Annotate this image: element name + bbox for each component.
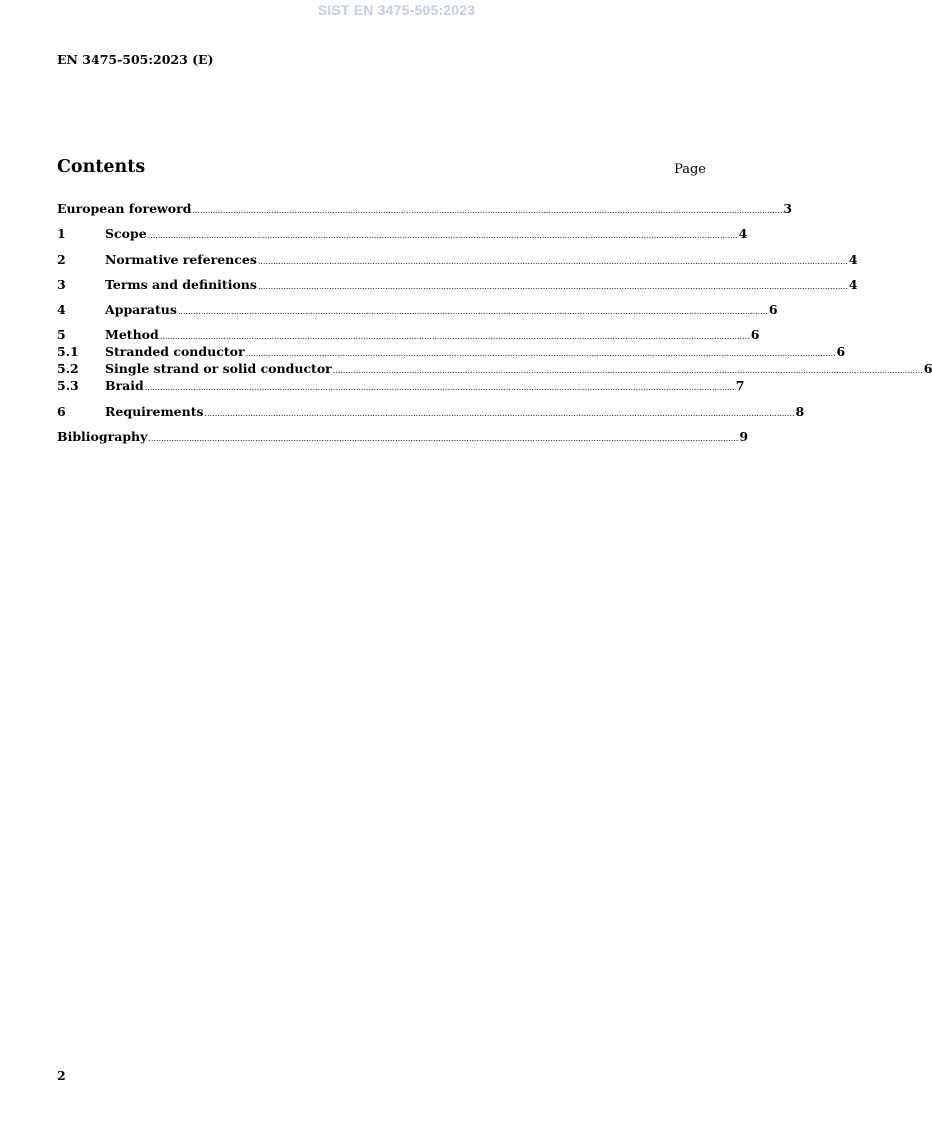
toc-leader-dots: ........................................................................................................................................................................................................................................ — [147, 231, 738, 240]
toc-entry-scope[interactable] — [57, 225, 748, 242]
toc-entry-method[interactable] — [57, 326, 760, 343]
toc-entry-number: 2 — [57, 252, 66, 267]
contents-heading: Contents — [57, 157, 146, 177]
toc-leader-dots: ........................................................................................................................................................................................................................................ — [159, 332, 750, 341]
toc-entry-european-foreword[interactable] — [57, 200, 793, 217]
toc-leader-dots: ........................................................................................................................................................................................................................................ — [144, 383, 735, 392]
toc-entry-page: 3 — [783, 201, 793, 216]
toc-entry-normative-references[interactable] — [57, 251, 858, 268]
toc-leader-dots: ........................................................................................................................................................................................................................................ — [177, 307, 768, 316]
toc-entry-apparatus[interactable] — [57, 301, 778, 318]
toc-entry-single-strand-or-solid-conductor[interactable] — [57, 360, 932, 377]
toc-leader-dots: ........................................................................................................................................................................................................................................ — [148, 434, 739, 443]
toc-entry-page: 4 — [848, 277, 858, 292]
toc-entry-page: 6 — [923, 361, 932, 376]
toc-leader-dots: ........................................................................................................................................................................................................................................ — [257, 282, 848, 291]
toc-entry-title: Stranded conductor — [105, 344, 245, 359]
toc-entry-title: Apparatus — [105, 302, 177, 317]
toc-leader-dots: ........................................................................................................................................................................................................................................ — [245, 349, 836, 358]
toc-entry-title: Bibliography — [57, 429, 148, 444]
toc-entry-title: Method — [105, 327, 159, 342]
toc-entry-page: 8 — [795, 404, 805, 419]
toc-entry-bibliography[interactable] — [57, 428, 749, 445]
toc-entry-page: 4 — [738, 226, 748, 241]
toc-entry-number: 5 — [57, 327, 66, 342]
toc-entry-number: 5.2 — [57, 361, 79, 376]
toc-entry-number: 5.1 — [57, 344, 79, 359]
toc-entry-number: 6 — [57, 404, 66, 419]
footer-page-number: 2 — [57, 1068, 66, 1083]
toc-entry-number: 5.3 — [57, 378, 79, 393]
toc-entry-title: Single strand or solid conductor — [105, 361, 332, 376]
toc-leader-dots: ........................................................................................................................................................................................................................................ — [332, 366, 923, 375]
toc-entry-stranded-conductor[interactable] — [57, 343, 846, 360]
toc-leader-dots: ........................................................................................................................................................................................................................................ — [192, 206, 783, 215]
toc-entry-page: 6 — [768, 302, 778, 317]
page-column-heading: Page — [674, 162, 706, 177]
toc-entry-page: 6 — [750, 327, 760, 342]
toc-entry-page: 4 — [848, 252, 858, 267]
toc-entry-page: 6 — [836, 344, 846, 359]
toc-leader-dots: ........................................................................................................................................................................................................................................ — [204, 409, 795, 418]
toc-entry-number: 1 — [57, 226, 66, 241]
toc-entry-number: 4 — [57, 302, 66, 317]
toc-entry-title: European foreword — [57, 201, 192, 216]
toc-entry-requirements[interactable] — [57, 403, 805, 420]
document-id: EN 3475-505:2023 (E) — [57, 52, 214, 67]
watermark-text: SIST EN 3475-505:2023 — [317, 2, 476, 18]
toc-entry-title: Normative references — [105, 252, 257, 267]
toc-entry-number: 3 — [57, 277, 66, 292]
toc-leader-dots: ........................................................................................................................................................................................................................................ — [257, 257, 848, 266]
toc-entry-page: 7 — [735, 378, 745, 393]
toc-entry-title: Requirements — [105, 404, 204, 419]
toc-entry-terms-and-definitions[interactable] — [57, 276, 858, 293]
toc-entry-title: Scope — [105, 226, 147, 241]
toc-entry-braid[interactable] — [57, 377, 745, 394]
toc-entry-title: Terms and definitions — [105, 277, 257, 292]
toc-entry-page: 9 — [739, 429, 749, 444]
toc-entry-title: Braid — [105, 378, 144, 393]
